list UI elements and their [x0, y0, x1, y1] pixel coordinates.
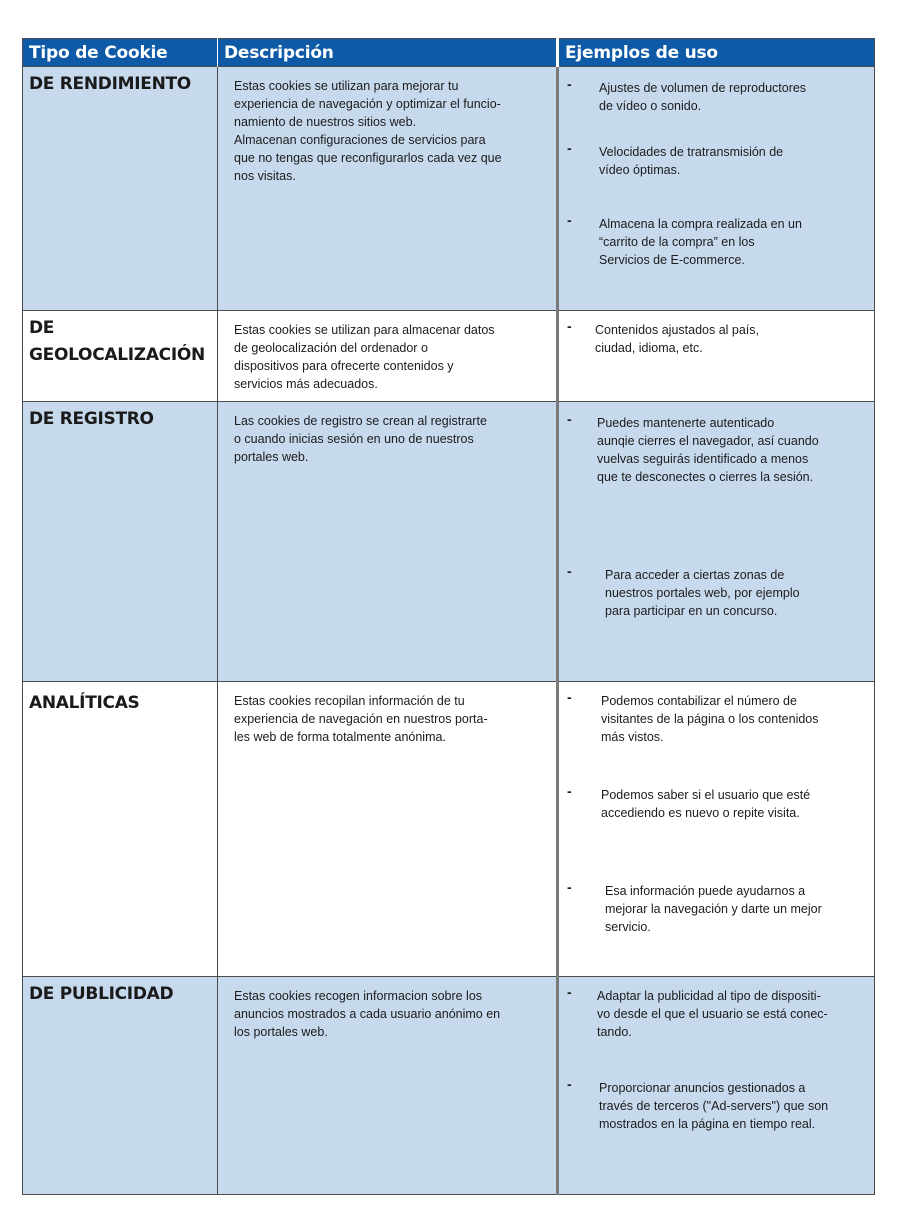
- example-line: Adaptar la publicidad al tipo de dispositi-: [597, 989, 821, 1003]
- bullet-dash: -: [567, 689, 572, 705]
- example-item: [559, 1076, 874, 1133]
- header-cookie-type: Tipo de Cookie: [23, 39, 218, 67]
- description-line: Almacenan configuraciones de servicios para: [234, 133, 486, 147]
- examples-cell: [558, 402, 875, 682]
- example-item: [559, 76, 874, 115]
- example-item: [559, 689, 874, 746]
- example-line: Podemos saber si el usuario que esté: [601, 788, 811, 802]
- cookie-policy-table-container: [22, 38, 874, 1195]
- bullet-dash: -: [567, 1076, 572, 1092]
- cookie-type-label: DE PUBLICIDAD: [29, 984, 174, 1004]
- example-line: vuelvas seguirás identificado a menos: [597, 452, 809, 466]
- description-line: Estas cookies se utilizan para almacenar datos: [234, 323, 495, 337]
- cookie-type-label: DE: [29, 318, 55, 338]
- example-item: [559, 783, 874, 822]
- examples-cell: [558, 67, 875, 311]
- example-line: accediendo es nuevo o repite visita.: [601, 806, 800, 820]
- description-line: les web de forma totalmente anónima.: [234, 730, 446, 744]
- example-line: Almacena la compra realizada en un: [599, 217, 802, 231]
- table-row-publicidad: [23, 977, 875, 1195]
- example-line: tando.: [597, 1025, 632, 1039]
- description-line: servicios más adecuados.: [234, 377, 378, 391]
- description-line: los portales web.: [234, 1025, 328, 1039]
- description-cell: [218, 311, 558, 402]
- table-row-geolocalizacion: [23, 311, 875, 402]
- example-line: Para acceder a ciertas zonas de: [605, 568, 785, 582]
- cookie-type-label: DE RENDIMIENTO: [29, 74, 191, 94]
- example-line: ciudad, idioma, etc.: [595, 341, 703, 355]
- examples-cell: [558, 311, 875, 402]
- examples-cell: [558, 977, 875, 1195]
- example-line: más vistos.: [601, 730, 664, 744]
- example-line: Ajustes de volumen de reproductores: [599, 81, 807, 95]
- example-item: [559, 318, 874, 357]
- description-line: Estas cookies recogen informacion sobre los: [234, 989, 483, 1003]
- description-line: Las cookies de registro se crean al registrarte: [234, 414, 487, 428]
- cookie-type-label: GEOLOCALIZACIÓN: [29, 345, 205, 365]
- description-cell: [218, 682, 558, 977]
- table-row-registro: [23, 402, 875, 682]
- example-item: [559, 984, 874, 1041]
- header-usage-examples: Ejemplos de uso: [558, 39, 875, 67]
- example-line: aunqie cierres el navegador, así cuando: [597, 434, 819, 448]
- cookie-type-cell: [23, 67, 218, 311]
- example-item: [559, 140, 874, 179]
- example-line: mostrados en la página en tiempo real.: [599, 1117, 816, 1131]
- example-line: vo desde el que el usuario se está conec-: [597, 1007, 828, 1021]
- example-line: Servicios de E-commerce.: [599, 253, 745, 267]
- description-line: portales web.: [234, 450, 309, 464]
- description-line: dispositivos para ofrecerte contenidos y: [234, 359, 454, 373]
- table-row-rendimiento: [23, 67, 875, 311]
- example-line: para participar en un concurso.: [605, 604, 778, 618]
- example-line: de vídeo o sonido.: [599, 99, 702, 113]
- example-line: nuestros portales web, por ejemplo: [605, 586, 800, 600]
- example-item: [559, 411, 874, 486]
- description-cell: [218, 402, 558, 682]
- description-line: que no tengas que reconfigurarlos cada vez que: [234, 151, 502, 165]
- example-line: mejorar la navegación y darte un mejor: [605, 902, 822, 916]
- description-line: experiencia de navegación y optimizar el funcio-: [234, 97, 501, 111]
- description-line: anuncios mostrados a cada usuario anónimo en: [234, 1007, 501, 1021]
- description-line: de geolocalización del ordenador o: [234, 341, 428, 355]
- description-cell: [218, 67, 558, 311]
- example-item: [559, 563, 874, 620]
- example-line: que te desconectes o cierres la sesión.: [597, 470, 814, 484]
- example-line: Esa información puede ayudarnos a: [605, 884, 806, 898]
- cookie-type-cell: [23, 402, 218, 682]
- description-line: o cuando inicias sesión en uno de nuestros: [234, 432, 474, 446]
- example-line: Proporcionar anuncios gestionados a: [599, 1081, 806, 1095]
- example-line: servicio.: [605, 920, 651, 934]
- bullet-dash: -: [567, 76, 572, 92]
- description-line: experiencia de navegación en nuestros porta-: [234, 712, 488, 726]
- bullet-dash: -: [567, 411, 572, 427]
- example-line: Puedes mantenerte autenticado: [597, 416, 775, 430]
- example-line: visitantes de la página o los contenidos: [601, 712, 819, 726]
- example-line: vídeo óptimas.: [599, 163, 681, 177]
- description-line: namiento de nuestros sitios web.: [234, 115, 417, 129]
- examples-cell: [558, 682, 875, 977]
- example-line: través de terceros ("Ad-servers") que son: [599, 1099, 829, 1113]
- cookie-type-cell: [23, 311, 218, 402]
- description-line: Estas cookies se utilizan para mejorar tu: [234, 79, 459, 93]
- table-row-analiticas: [23, 682, 875, 977]
- description-cell: [218, 977, 558, 1195]
- bullet-dash: -: [567, 212, 572, 228]
- bullet-dash: -: [567, 563, 572, 579]
- bullet-dash: -: [567, 783, 572, 799]
- description-line: nos visitas.: [234, 169, 296, 183]
- cookie-type-cell: [23, 682, 218, 977]
- bullet-dash: -: [567, 984, 572, 1000]
- table-header-row: [23, 39, 875, 67]
- example-line: “carrito de la compra” en los: [599, 235, 755, 249]
- example-line: Velocidades de tratransmisión de: [599, 145, 784, 159]
- example-line: Podemos contabilizar el número de: [601, 694, 797, 708]
- example-item: [559, 212, 874, 269]
- cookie-type-label: ANALÍTICAS: [29, 693, 140, 713]
- example-item: [559, 879, 874, 936]
- header-description: Descripción: [218, 39, 558, 67]
- bullet-dash: -: [567, 140, 572, 156]
- cookie-type-cell: [23, 977, 218, 1195]
- cookie-types-table: [22, 38, 875, 1195]
- cookie-type-label: DE REGISTRO: [29, 409, 154, 429]
- bullet-dash: -: [567, 879, 572, 895]
- bullet-dash: -: [567, 318, 572, 334]
- example-line: Contenidos ajustados al país,: [595, 323, 759, 337]
- description-line: Estas cookies recopilan información de tu: [234, 694, 465, 708]
